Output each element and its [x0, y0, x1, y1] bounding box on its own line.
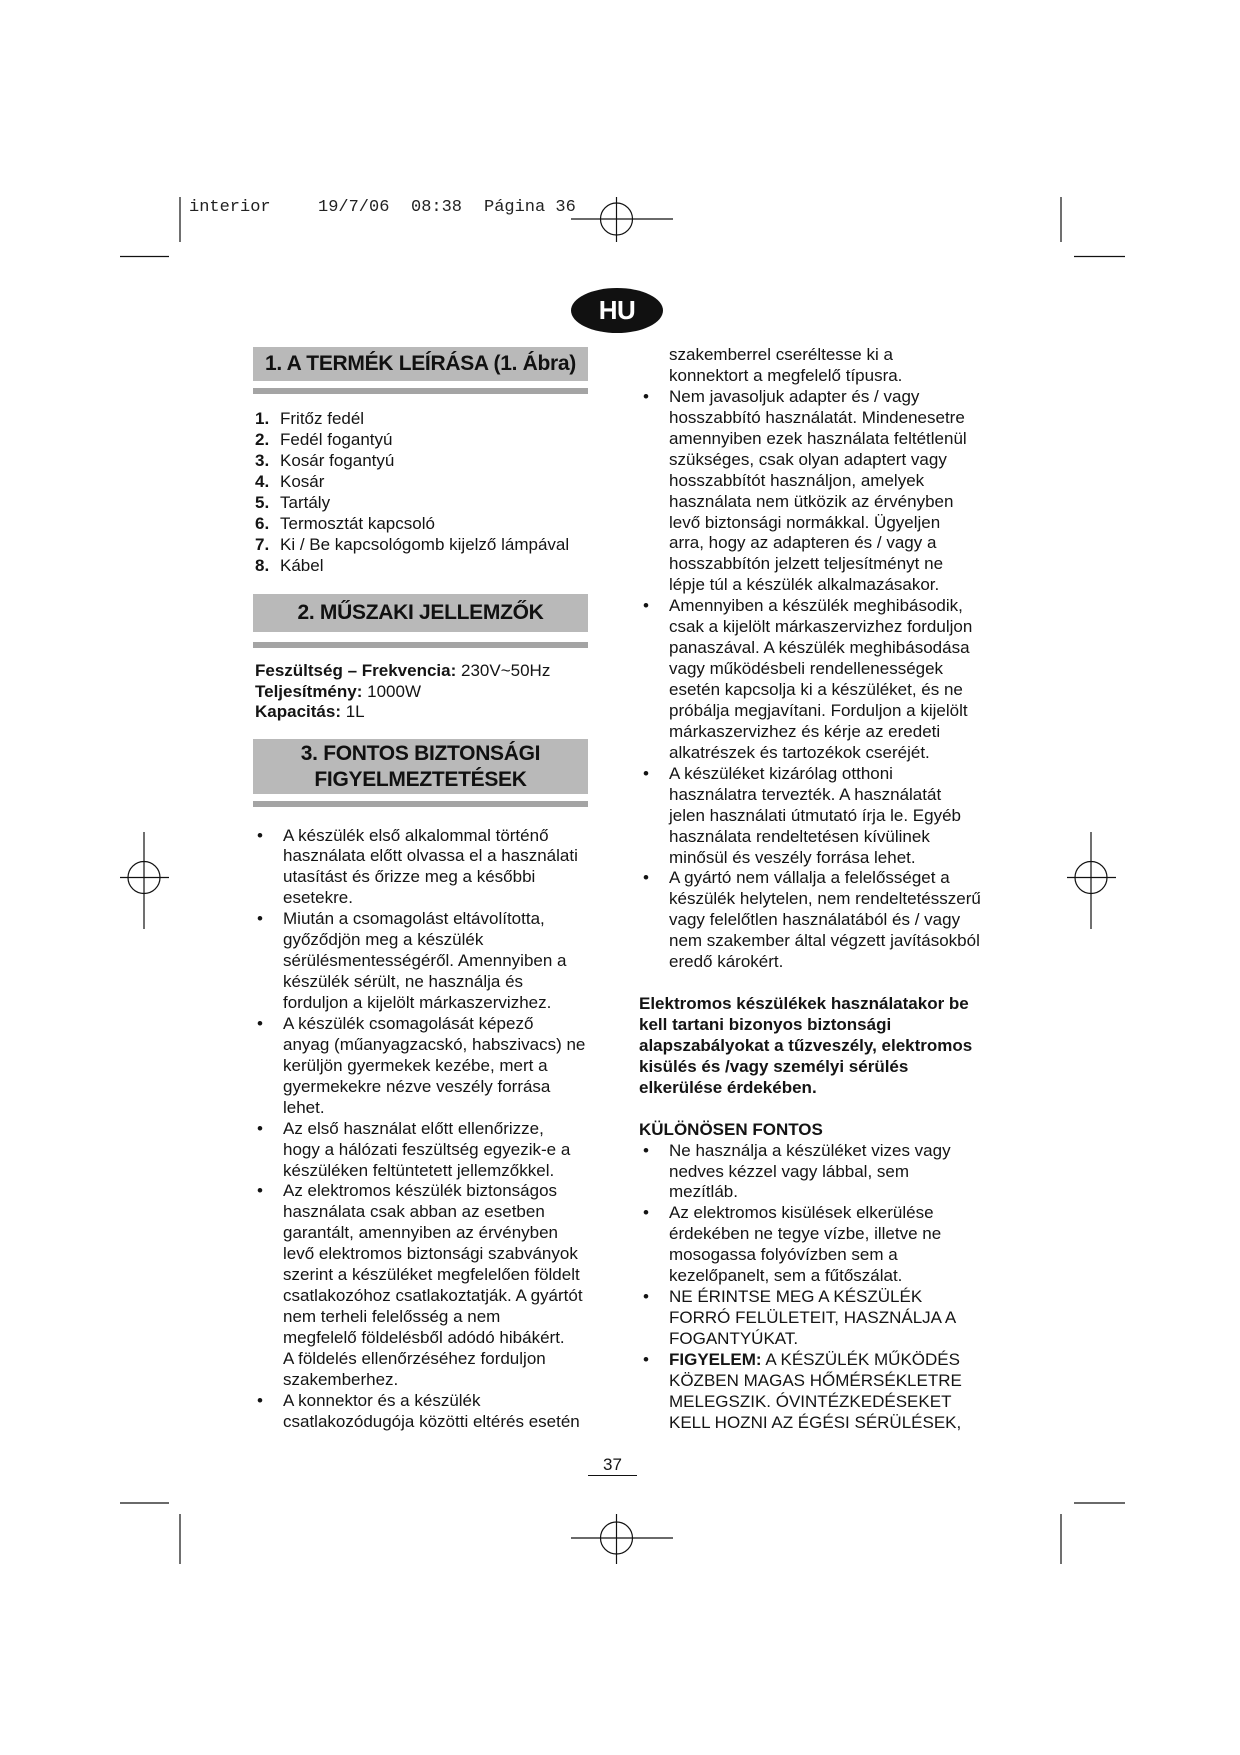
spec-label: Kapacitás:	[255, 702, 341, 721]
part-label: Tartály	[280, 493, 331, 512]
registration-mark	[1067, 832, 1116, 929]
notice-line: Elektromos készülékek használatakor be	[639, 994, 969, 1014]
safety-list-right	[639, 345, 989, 1434]
safety-bullet	[639, 868, 989, 973]
registration-mark	[120, 832, 169, 929]
bullet-line: mezítláb.	[669, 1182, 738, 1202]
part-number: 5.	[255, 493, 270, 512]
safety-bullet	[253, 1014, 598, 1119]
safety-bullet	[253, 1391, 598, 1433]
safety-bullet	[639, 764, 989, 869]
notice-line: elkerülése érdekében.	[639, 1077, 817, 1097]
registration-mark	[571, 197, 673, 242]
heading-underbar	[253, 388, 588, 394]
bullet-line: • Az elektromos kisülések elkerülése	[669, 1203, 934, 1223]
bullet-line: használata csak abban az esetben	[283, 1202, 545, 1222]
part-label: Kosár	[280, 472, 325, 491]
bullet-line: • Amennyiben a készülék meghibásodik,	[669, 596, 963, 616]
notice-line: kell tartani bizonyos biztonsági	[639, 1014, 892, 1034]
heading-underbar	[253, 801, 588, 807]
part-label: Fedél fogantyú	[280, 430, 393, 449]
bullet-line: alkatrészek és tartozékok cseréjét.	[669, 742, 930, 762]
bullet-line: megfelelő földelésből adódó hibákért.	[283, 1328, 565, 1347]
section-heading-product-description	[253, 347, 588, 381]
bullet-line: nem szakember által végzett javításokból	[669, 931, 980, 951]
bullet-line: panaszával. A készülék meghibásodása	[669, 638, 970, 658]
bullet-line: arra, hogy az adapteren és / vagy a	[669, 533, 937, 553]
bullet-line: kezelőpanelt, sem a fűtőszálat.	[669, 1266, 903, 1286]
bullet-line: • Ne használja a készüléket vizes vagy	[669, 1140, 951, 1160]
bullet-line: csatlakozóhoz csatlakoztatják. A gyártót	[283, 1286, 583, 1306]
safety-bullet	[253, 1181, 598, 1390]
bullet-line: nedves kézzel vagy lábbal, sem	[669, 1161, 910, 1181]
spec-row	[255, 682, 550, 703]
part-number: 3.	[255, 451, 270, 470]
parts-list-item	[255, 450, 569, 471]
safety-bullet	[639, 1287, 989, 1350]
bullet-line	[669, 1350, 989, 1371]
part-label: Kosár fogantyú	[280, 451, 395, 470]
spec-value: 1000W	[367, 681, 421, 701]
bullet-line: készüléken feltüntetett jellemzőkkel.	[283, 1160, 555, 1180]
part-number: 1.	[255, 409, 270, 428]
bullet-line: sérülésmentességéről. Amennyiben a	[283, 951, 567, 971]
safety-bullet	[639, 1141, 989, 1204]
bullet-line: FOGANTYÚKAT.	[669, 1329, 799, 1349]
bullet-line: hosszabbító használatát. Mindenesetre	[669, 407, 965, 427]
notice-line: alapszabályokat a tűzveszély, elektromos	[639, 1035, 973, 1055]
bullet-line: esetekre.	[283, 888, 353, 908]
parts-list-item	[255, 429, 569, 450]
bullet-line: minősül és veszély forrása lehet.	[669, 847, 916, 867]
bullet-line: MELEGSZIK. ÓVINTÉZKEDÉSEKET	[669, 1391, 952, 1411]
spec-row	[255, 661, 550, 682]
bullet-line: lépje túl a készülék alkalmazásakor.	[669, 575, 940, 595]
bullet-line: nem terheli felelősség a nem	[283, 1307, 501, 1327]
print-slug-time: 08:38	[411, 198, 463, 217]
warning-lead: FIGYELEM:	[669, 1349, 762, 1369]
section-heading-safety-warnings	[253, 739, 588, 794]
part-number: 6.	[255, 514, 270, 533]
print-slug-date: 19/7/06	[318, 198, 390, 217]
bullet-line: levő biztonsági normákkal. Ügyeljen	[669, 512, 941, 532]
bullet-line: garantált, amennyiben az érvényben	[283, 1223, 559, 1243]
spec-value: 1L	[345, 702, 365, 721]
parts-list-item	[255, 534, 569, 555]
bullet-line: győződjön meg a készülék	[283, 930, 484, 950]
parts-list-item	[255, 492, 569, 513]
spec-label: Feszültség – Frekvencia:	[255, 661, 457, 680]
parts-list-item	[255, 471, 569, 492]
bullet-line: márkaszervizhez és kérje az eredeti	[669, 721, 941, 741]
safety-bullet	[253, 909, 598, 1014]
safety-bullet	[639, 1350, 989, 1434]
parts-list-item	[255, 408, 569, 429]
important-heading: KÜLÖNÖSEN FONTOS	[639, 1119, 823, 1139]
safety-bullet	[253, 826, 598, 910]
spec-label: Teljesítmény:	[255, 681, 363, 701]
parts-list	[255, 408, 569, 576]
bullet-line: vagy felelőtlen használatából és / vagy	[669, 910, 961, 930]
heading-underbar	[253, 642, 588, 648]
part-label: Fritőz fedél	[280, 409, 365, 428]
bullet-line: szakemberhez.	[283, 1369, 399, 1389]
bullet-line: használatra tervezték. A használatát	[669, 784, 942, 804]
bullet-line: szükséges, csak olyan adaptert vagy	[669, 449, 947, 469]
bullet-line: használata rendeltetésen kívülinek	[669, 826, 930, 846]
bullet-line: csak a kijelölt márkaszervizhez forduljon	[669, 617, 973, 637]
bullet-line: szerint a készüléket megfelelően földelt	[283, 1265, 580, 1285]
bullet-line: kerüljön gyermekek kezébe, mert a	[283, 1055, 548, 1075]
safety-bullet	[639, 1203, 989, 1287]
bullet-line: jelen használati útmutató írja le. Egyéb	[669, 805, 962, 825]
page-number: 37	[588, 1455, 637, 1476]
part-label: Kábel	[280, 556, 324, 575]
section-heading-text: FIGYELMEZTETÉSEK	[314, 767, 527, 791]
bullet-line: használata nem ütközik az érvényben	[669, 491, 954, 511]
bullet-line: FORRÓ FELÜLETEIT, HASZNÁLJA A	[669, 1308, 957, 1328]
bullet-line: • A készülék első alkalommal történő	[283, 825, 549, 845]
bullet-line: • A gyártó nem vállalja a felelősséget a	[669, 868, 950, 888]
bullet-line: • A készülék csomagolását képező	[283, 1013, 534, 1033]
bullet-line-text: A KÉSZÜLÉK MŰKÖDÉS	[765, 1349, 960, 1369]
spec-value: 230V~50Hz	[461, 661, 551, 680]
bullet-line: amennyiben ezek használata feltétlenül	[669, 428, 967, 448]
bullet-line: készülék helytelen, nem rendeltetésszerű	[669, 889, 981, 909]
bullet-line: • A konnektor és a készülék	[283, 1390, 481, 1410]
print-slug-file: interior	[189, 198, 271, 217]
bullet-line: hosszabbítón jelzett teljesítményt ne	[669, 554, 944, 574]
bullet-line: forduljon a kijelölt márkaszervizhez.	[283, 993, 552, 1012]
spec-list	[255, 661, 550, 723]
bullet-line: készülék sérült, ne használja és	[283, 972, 524, 992]
bullet-line: • Az elektromos készülék biztonságos	[283, 1181, 558, 1201]
safety-bullet	[639, 387, 989, 596]
bullet-line: utasítást és őrizze meg a későbbi	[283, 867, 536, 887]
registration-mark	[571, 1514, 673, 1564]
section-heading-technical-specs	[253, 594, 588, 632]
parts-list-item	[255, 513, 569, 534]
section-heading-text: 3. FONTOS BIZTONSÁGI	[300, 741, 541, 765]
bullet-line: KÖZBEN MAGAS HŐMÉRSÉKLETRE	[669, 1370, 962, 1390]
bullet-line: lehet.	[283, 1097, 325, 1117]
bullet-line: • Az első használat előtt ellenőrizze,	[283, 1118, 544, 1138]
bullet-line: próbálja megjavítani. Forduljon a kijelölt	[669, 700, 968, 720]
bullet-line: • Nem javasoljuk adapter és / vagy	[669, 386, 920, 406]
part-label: Ki / Be kapcsológomb kijelző lámpával	[280, 535, 570, 554]
bullet-line: vagy működésbeli rendellenességek	[669, 659, 944, 679]
section-heading-text: 1. A TERMÉK LEÍRÁSA (1. Ábra)	[265, 352, 576, 375]
bullet-line: • Miután a csomagolást eltávolította,	[283, 909, 545, 929]
part-label: Termosztát kapcsoló	[280, 514, 435, 533]
parts-list-item	[255, 555, 569, 576]
notice-line: kisülés és /vagy személyi sérülés	[639, 1056, 909, 1076]
bullet-line: • A készüléket kizárólag otthoni	[669, 763, 893, 783]
language-badge: HU	[571, 288, 663, 333]
continued-bullet	[639, 345, 989, 387]
part-number: 4.	[255, 472, 270, 491]
part-number: 2.	[255, 430, 270, 449]
bullet-line: • NE ÉRINTSE MEG A KÉSZÜLÉK	[669, 1287, 923, 1307]
safety-bullet	[639, 596, 989, 764]
bullet-line: használata előtt olvassa el a használati	[283, 846, 578, 866]
bullet-line: gyermekekre nézve veszély forrása	[283, 1076, 551, 1096]
bullet-line: hosszabbítót használjon, amelyek	[669, 470, 925, 490]
safety-bullet	[253, 1119, 598, 1182]
safety-list-left	[253, 826, 598, 1433]
bullet-line: anyag (műanyagzacskó, habszivacs) ne	[283, 1034, 586, 1054]
bullet-line: érdekében ne tegye vízbe, illetve ne	[669, 1224, 942, 1244]
spec-row	[255, 702, 550, 723]
bullet-line: A földelés ellenőrzéséhez forduljon	[283, 1348, 546, 1368]
bullet-line: hogy a hálózati feszültség egyezik-e a	[283, 1139, 571, 1159]
bullet-line: eredő károkért.	[669, 952, 784, 972]
part-number: 8.	[255, 556, 270, 575]
bullet-line: esetén kapcsolja ki a készüléket, és ne	[669, 680, 963, 699]
notice-paragraph	[639, 994, 989, 1099]
bullet-line: szakemberrel cseréltesse ki a	[669, 345, 893, 364]
bullet-line: KELL HOZNI AZ ÉGÉSI SÉRÜLÉSEK,	[669, 1412, 962, 1432]
bullet-line: konnektort a megfelelő típusra.	[669, 365, 903, 385]
print-slug-page: Página 36	[484, 198, 576, 217]
bullet-line: mosogassa folyóvízben sem a	[669, 1245, 898, 1265]
part-number: 7.	[255, 535, 270, 554]
bullet-line: levő elektromos biztonsági szabványok	[283, 1244, 578, 1264]
bullet-line: csatlakozódugója közötti eltérés esetén	[283, 1411, 580, 1431]
section-heading-text: 2. MŰSZAKI JELLEMZŐK	[297, 601, 544, 624]
